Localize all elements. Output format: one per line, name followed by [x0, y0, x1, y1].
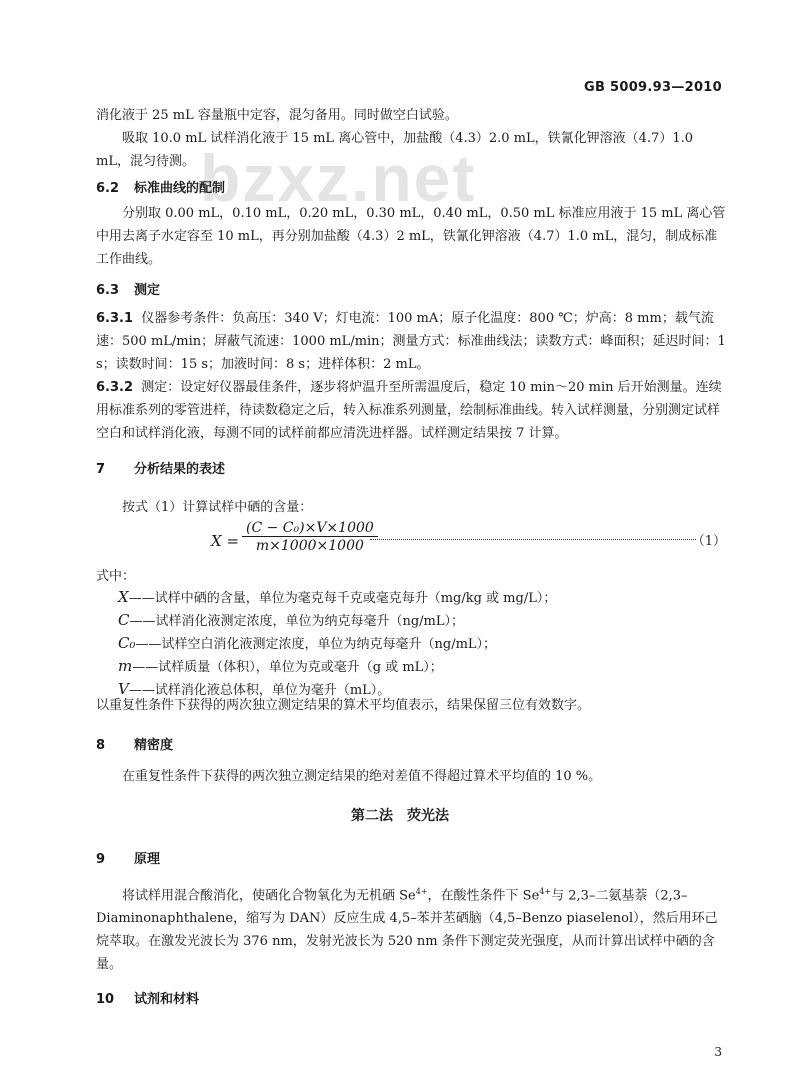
heading-number: 9 — [96, 852, 106, 867]
heading-6-3 — [96, 279, 160, 298]
superscript-charge: 4+ — [415, 887, 428, 896]
heading-number: 10 — [96, 992, 115, 1007]
formula-fraction — [242, 520, 378, 554]
clause-text: 测定：设定好仪器最佳条件，逐步将炉温升至所需温度后，稳定 10 min～20 min 后开始测量。连续用标准系列的零管进样，待读数稳定之后，转入标准系列测量，绘制标准曲线。转入试样测量，分别测定试样空白和试样消化液，每测不同的试样前都应清洗进样器。试样测定结果按 7 计算。 — [96, 380, 722, 441]
heading-title: 标准曲线的配制 — [134, 181, 226, 196]
heading-8 — [96, 734, 173, 753]
heading-number: 6.3 — [96, 283, 120, 298]
clause-number: 6.3.2 — [96, 380, 134, 395]
principle-text-b: ，在酸性条件下 Se — [427, 888, 540, 904]
definition-m — [118, 656, 443, 675]
formula-1 — [96, 518, 726, 568]
symbol: X — [118, 588, 129, 606]
method-2-title: 第二法 荧光法 — [351, 808, 449, 824]
paragraph-6-3-2 — [96, 376, 726, 445]
paragraph-precision: 在重复性条件下获得的两次独立测定结果的绝对差值不得超过算术平均值的 10 %。 — [122, 769, 602, 784]
heading-7 — [96, 458, 225, 477]
heading-6-2 — [96, 177, 225, 196]
paragraph-formula-intro: 按式（1）计算试样中硒的含量： — [122, 500, 313, 515]
superscript-charge: 4+ — [539, 887, 552, 896]
heading-title: 试剂和材料 — [134, 992, 200, 1007]
leader-dots — [370, 539, 696, 540]
symbol: C — [118, 611, 130, 629]
equation-number: （1） — [691, 534, 726, 549]
formula-denominator: m×1000×1000 — [255, 538, 364, 554]
symbol: V — [118, 680, 129, 698]
heading-title: 测定 — [134, 283, 161, 298]
paragraph-6-3-1 — [96, 307, 726, 376]
formula-numerator: (C − C₀)×V×1000 — [242, 520, 378, 537]
heading-10 — [96, 988, 199, 1007]
definition-text: ——试样中硒的含量，单位为毫克每千克或毫克每升（mg/kg 或 mg/L）； — [128, 591, 557, 606]
formula-lhs: X = — [211, 532, 240, 550]
heading-9 — [96, 848, 160, 867]
heading-title: 分析结果的表述 — [134, 462, 226, 477]
symbol: m — [118, 657, 133, 675]
heading-title: 原理 — [134, 852, 161, 867]
paragraph-digest-volume: 消化液于 25 mL 容量瓶中定容，混匀备用。同时做空白试验。 — [96, 108, 458, 123]
heading-title: 精密度 — [134, 738, 174, 753]
definition-text: ——试样消化液测定浓度，单位为纳克每毫升（ng/mL）； — [129, 614, 465, 629]
watermark: bzxz.net — [200, 141, 477, 215]
paragraph-principle — [96, 880, 726, 976]
definition-c — [118, 610, 464, 629]
heading-number: 6.2 — [96, 181, 120, 196]
principle-text-c: 与 2,3–二氨基萘（2,3–Diaminonaphthalene，缩写为 DAN）反应生成 4,5–苯并苤硒脑（4,5–Benzo piaselenol），然后用环己烷萃取。在激发光波长为 376 nm，发射光波长为 520 nm 条件下测定荧光强度，从而计算出试样中硒的含量。 — [96, 888, 718, 973]
paragraph-sample-prep: 吸取 10.0 mL 试样消化液于 15 mL 离心管中，加盐酸（4.3）2.0 mL，铁氰化钾溶液（4.7）1.0 mL，混匀待测。 — [96, 131, 693, 169]
definition-c0 — [118, 633, 496, 652]
definition-text: ——试样空白消化液测定浓度，单位为纳克每毫升（ng/mL）； — [135, 637, 497, 652]
definition-text: ——试样质量（体积），单位为克或毫升（g 或 mL）； — [132, 660, 443, 675]
definition-text: ——试样消化液总体积，单位为毫升（mL）。 — [128, 683, 391, 698]
page-number: 3 — [714, 1045, 722, 1059]
symbol: C₀ — [118, 634, 136, 652]
heading-number: 8 — [96, 738, 106, 753]
heading-number: 7 — [96, 462, 106, 477]
principle-text-a: 将试样用混合酸消化，使硒化合物氧化为无机硒 Se — [122, 888, 416, 904]
paragraph-standard-curve: 分别取 0.00 mL，0.10 mL，0.20 mL，0.30 mL，0.40 mL，0.50 mL 标准应用液于 15 mL 离心管中用去离子水定容至 10 mL，再分别加盐酸（4.3）2 mL，铁氰化钾溶液（4.7）1.0 mL，混匀，制成标准工作曲线。 — [96, 206, 726, 267]
paragraph-result-rule: 以重复性条件下获得的两次独立测定结果的算术平均值表示，结果保留三位有效数字。 — [96, 698, 591, 713]
clause-text: 仪器参考条件：负高压：340 V；灯电流：100 mA；原子化温度：800 ℃；炉高：8 mm；载气流速：500 mL/min；屏蔽气流速：1000 mL/min；测量方式：标准曲线法；读数方式：峰面积；延迟时间：1 s；读数时间：15 s；加液时间：8 s；进样体积：2 mL。 — [96, 311, 726, 372]
standard-number: GB 5009.93—2010 — [584, 80, 722, 95]
definition-x — [118, 587, 556, 606]
clause-number: 6.3.1 — [96, 311, 134, 326]
where-label: 式中： — [96, 569, 136, 584]
